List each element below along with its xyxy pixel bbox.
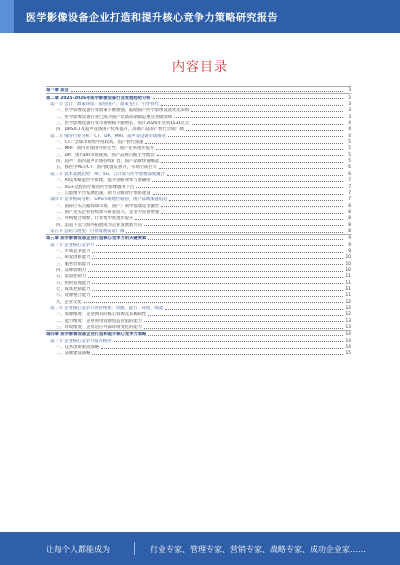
toc-dot-leader	[88, 271, 343, 272]
toc-entry-title: 第一章 前言	[46, 88, 69, 94]
toc-page-number: 14	[345, 332, 351, 338]
toc-entry-title: 第三章 医学影像设备企业打造核心竞争力的关键要素	[46, 236, 147, 242]
header-title: 医学影像设备企业打造和提升核心竞争力策略研究报告	[26, 13, 278, 24]
toc-heading: 内容目录	[171, 60, 228, 75]
toc-page-number: 11	[345, 280, 351, 286]
toc-entry-title: 二、研发创新能力	[56, 255, 91, 261]
toc-page-number: 10	[345, 267, 351, 273]
toc-dot-leader	[186, 130, 343, 131]
header-accent-stripe	[0, 0, 14, 33]
toc-entry-title: 八、资源整合能力	[56, 293, 91, 299]
toc-entry-title: 四、渠道下沉与海外拓展成为企业发展新方向	[56, 222, 142, 228]
toc-entry-title: 一、市场竞争能力	[56, 248, 91, 254]
toc-dot-leader	[88, 277, 343, 278]
footer-divider	[134, 542, 135, 555]
toc-dot-leader	[165, 309, 343, 310]
toc-entry-title: 第二章 2025-2026年医学影像设备行业发展趋势分析	[46, 95, 151, 101]
toc-entry-title: 三、DR：国内DR市场成熟，国产品牌占据主导地位	[56, 152, 155, 158]
toc-dot-leader	[169, 200, 343, 201]
toc-page-number: 13	[345, 325, 351, 331]
toc-entry-title: 九、企业文化	[56, 299, 82, 305]
toc-page-number: 10	[345, 261, 351, 267]
toc-entry-title: 三、并购整合频繁，行业集中度逐步提升	[56, 216, 134, 222]
toc-page-number: 9	[348, 248, 351, 254]
toc-entry[interactable]	[46, 93, 351, 100]
toc-dot-leader	[159, 168, 343, 169]
toc-page-number: 12	[345, 312, 351, 318]
toc-page-number: 8	[348, 228, 351, 234]
toc-entry-title: 二、医学影像设备行业已成为国产装备高端制造重点突破领域	[56, 114, 173, 120]
toc-page-number: 8	[348, 216, 351, 222]
toc-dot-leader	[148, 239, 343, 240]
toc-dot-leader	[92, 290, 343, 291]
table-of-contents	[46, 86, 351, 356]
toc-page-number: 7	[348, 190, 351, 196]
toc-entry-title: 第一节 会计、政策环境：促进国产、政策先行、引导替代	[50, 102, 159, 108]
toc-page-number: 5	[348, 146, 351, 152]
toc-page-number: 8	[348, 222, 351, 228]
toc-dot-leader	[92, 252, 343, 253]
toc-page-number: 7	[348, 178, 351, 184]
toc-entry-title: 三、环境维度：企业适应外部环境变化的能力	[56, 325, 142, 331]
toc-entry-title: 二、能力维度：企业利用资源创造价值的能力	[56, 318, 142, 324]
toc-page-number: 14	[345, 345, 351, 351]
toc-dot-leader	[161, 206, 343, 207]
toc-dot-leader	[71, 91, 343, 92]
toc-dot-leader	[153, 98, 343, 99]
toc-page-number: 12	[345, 299, 351, 305]
toc-entry-title: 二、品牌建设战略	[56, 351, 91, 357]
toc-dot-leader	[144, 321, 343, 322]
footer-tagline: 行业专家、管理专家、营销专家、战略专家、成功企业家……	[150, 545, 366, 554]
toc-page-number: 4	[348, 127, 351, 133]
toc-dot-leader	[192, 124, 343, 125]
toc-entry-title: 六、组织管理能力	[56, 280, 91, 286]
toc-entry-title: 第一节 企业核心竞争力	[50, 242, 95, 248]
toc-page-number: 15	[345, 351, 351, 357]
toc-page-number: 9	[348, 236, 351, 242]
toc-page-number: 11	[345, 274, 351, 280]
toc-entry-title: 二、国产龙头企业持续加大研发投入，竞争力显著增强	[56, 209, 160, 215]
toc-dot-leader	[161, 213, 343, 214]
toc-dot-leader	[148, 315, 343, 316]
toc-dot-leader	[114, 341, 343, 342]
toc-dot-leader	[167, 175, 343, 176]
toc-page-number: 7	[348, 197, 351, 203]
toc-entry-title: 二、5G+远程医疗推动医学影像服务下沉	[56, 184, 135, 190]
toc-dot-leader	[96, 245, 343, 246]
toc-entry-title: 五、核医学PET/CT：国内配置证放开，市场空间巨大	[56, 165, 157, 171]
toc-page-number: 5	[348, 152, 351, 158]
toc-dot-leader	[144, 328, 343, 329]
toc-entry-title: 一、国际巨头占据高端市场，国产厂商中低端竞争激烈	[56, 203, 160, 209]
toc-entry-title: 一、资源维度：企业拥有的核心资源及其稀缺性	[56, 312, 147, 318]
toc-entry-title: 三、服务营销能力	[56, 261, 91, 267]
toc-page-number: 11	[345, 287, 351, 292]
toc-entry-title: 一、医学影像设备行业政策不断加强，鼓励国产医学影像设备优先采购	[56, 108, 190, 114]
toc-entry-title: 第二节 细分行业分析：CT、DR、MRI、超声等设备市场情况	[50, 133, 166, 139]
toc-page-number: 12	[345, 306, 351, 312]
toc-dot-leader	[157, 155, 343, 156]
toc-dot-leader	[153, 194, 343, 195]
toc-entry[interactable]	[46, 234, 351, 241]
toc-dot-leader	[92, 258, 343, 259]
toc-entry[interactable]	[46, 86, 351, 93]
toc-entry-title: 第四节 竞争格局分析：GPS市场地位稳固，国产品牌加速追赶	[50, 197, 168, 203]
toc-page-number: 6	[348, 165, 351, 171]
toc-page-number: 7	[348, 184, 351, 190]
toc-dot-leader	[191, 111, 343, 112]
toc-dot-leader	[136, 187, 343, 188]
toc-page-number: 4	[348, 133, 351, 139]
toc-entry-title: 三、云影像平台发展迅速，助力分级诊疗体系建设	[56, 190, 151, 196]
toc-page-number: 13	[345, 318, 351, 324]
toc-entry-title: 一、AI技术赋能医学影像，提升诊断效率与准确度	[56, 178, 151, 184]
toc-dot-leader	[156, 149, 343, 150]
toc-dot-leader	[92, 296, 343, 297]
toc-dot-leader	[92, 354, 343, 355]
toc-page-number: 3	[348, 95, 351, 101]
toc-entry-title: 四、品牌影响力	[56, 267, 87, 273]
toc-page-number: 5	[348, 140, 351, 146]
toc-page-number: 6	[348, 171, 351, 177]
toc-dot-leader	[145, 143, 343, 144]
toc-dot-leader	[101, 348, 343, 349]
toc-page-number: 3	[348, 108, 351, 114]
toc-entry-title: 第二节 企业核心竞争力评价体系：资源、能力、环境、绩效	[50, 306, 164, 312]
toc-dot-leader	[92, 264, 343, 265]
toc-dot-leader	[148, 335, 343, 336]
toc-page-number: 3	[348, 88, 351, 94]
toc-entry-title: 第一节 企业核心竞争力提升路径	[50, 338, 112, 344]
toc-entry-title: 七、成本控制能力	[56, 287, 91, 292]
toc-entry-title: 二、MRI：国内市场由外资主导，国产化率逐步提升	[56, 146, 155, 152]
toc-dot-leader	[174, 117, 343, 118]
toc-entry[interactable]	[46, 350, 351, 356]
toc-page-number: 4	[348, 121, 351, 127]
toc-entry-title: 一、技术创新驱动战略	[56, 345, 99, 351]
toc-entry-title: 五、渠道控制力	[56, 274, 87, 280]
toc-dot-leader	[126, 232, 343, 233]
toc-entry-title: 三、医学影像设备行业市场规模不断增长，预计2026年达到1531亿元	[56, 121, 190, 127]
toc-page-number: 8	[348, 209, 351, 215]
page-footer	[0, 532, 400, 565]
toc-entry-title: 四、DRS/CT及超声设备国产化率提升，高端产品国产替代空间广阔	[56, 127, 184, 133]
toc-entry[interactable]	[46, 330, 351, 337]
page-header	[0, 0, 400, 33]
toc-page-number: 3	[348, 102, 351, 108]
toc-page-number: 3	[348, 114, 351, 120]
toc-entry-title: 四、超声：国内超声市场持续扩容，国产品牌快速崛起	[56, 159, 160, 165]
toc-entry-title: 第五节 总结与展望：行业发展前景广阔	[50, 228, 125, 234]
toc-entry-title: 一、CT：全球市场集中度较高，国产替代加速	[56, 140, 144, 146]
footer-slogan: 让每个人都能成为	[46, 545, 110, 554]
toc-dot-leader	[84, 302, 343, 303]
toc-dot-leader	[152, 181, 343, 182]
toc-entry-title: 第三节 技术发展趋势：AI、5G、云计算与医学影像深度融合	[50, 171, 165, 177]
toc-page-number: 8	[348, 203, 351, 209]
toc-entry-title: 第四章 医学影像设备企业打造和提升核心竞争力策略	[46, 332, 147, 338]
toc-page-number: 9	[348, 242, 351, 248]
toc-dot-leader	[135, 219, 343, 220]
toc-dot-leader	[161, 105, 343, 106]
toc-dot-leader	[144, 225, 343, 226]
toc-dot-leader	[161, 162, 343, 163]
toc-page-number: 14	[345, 338, 351, 344]
toc-page-number: 10	[345, 255, 351, 261]
toc-dot-leader	[92, 283, 343, 284]
toc-page-number: 11	[345, 293, 351, 299]
toc-dot-leader	[168, 136, 343, 137]
toc-page-number: 5	[348, 159, 351, 165]
